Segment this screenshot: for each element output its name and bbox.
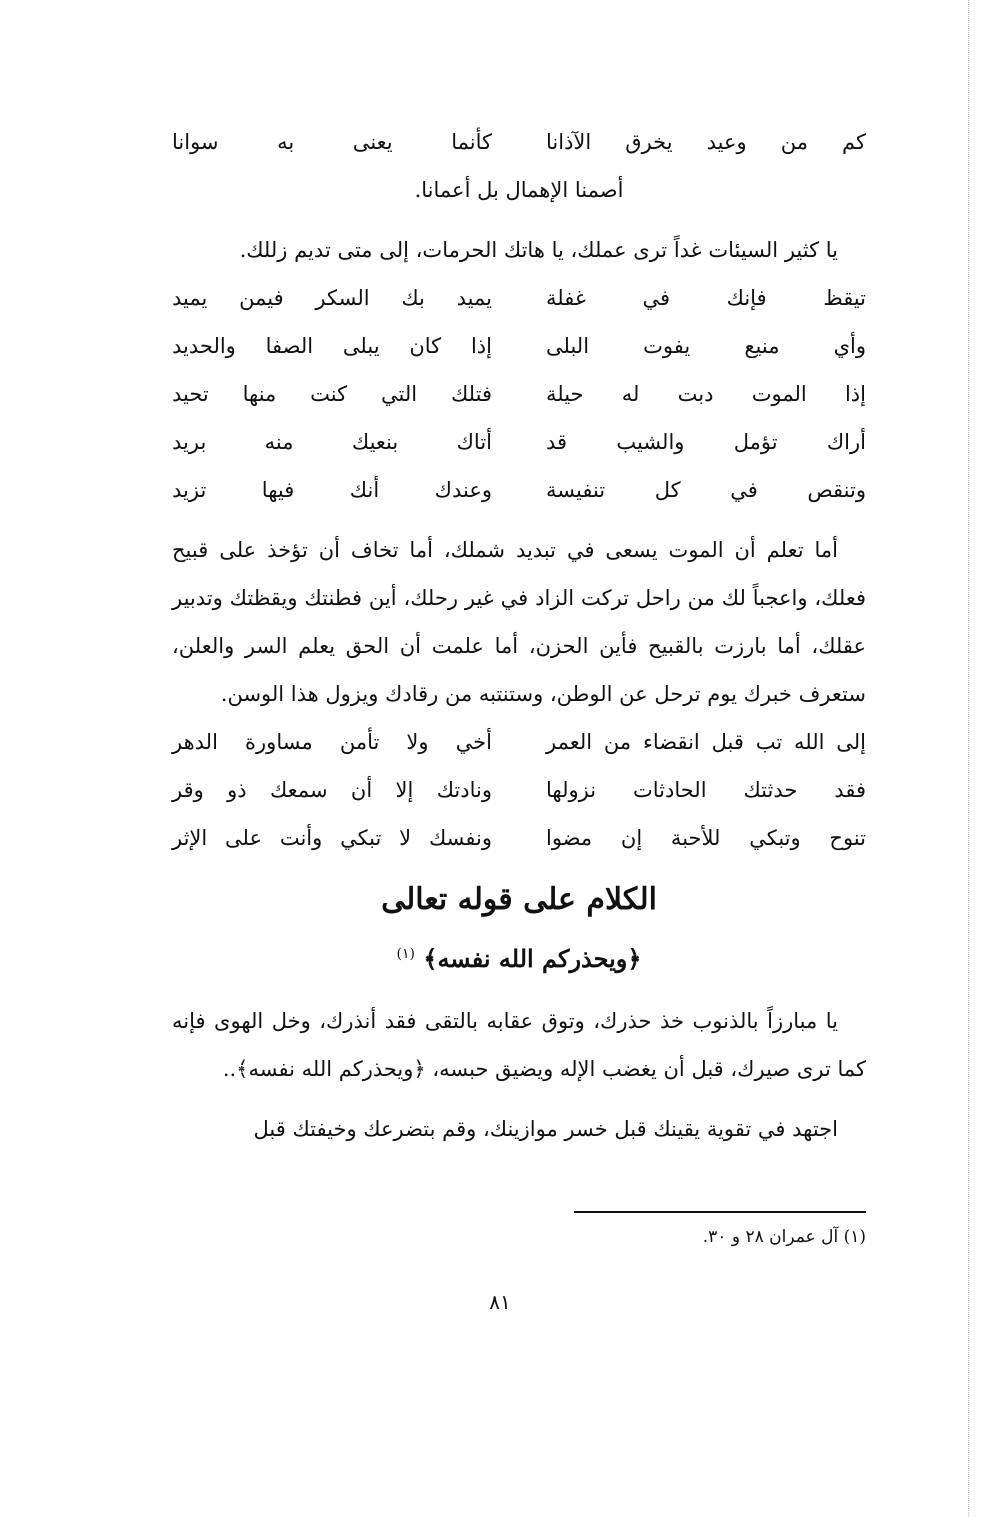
paragraph-2: أما تعلم أن الموت يسعى في تبديد شملك، أما تخاف أن تؤخذ على قبيح فعلك، واعجباً لك من راحل تركت الزاد في غير رحلك، أين فطنتك ويقظتك وتدبير عقلك، أما بارزت بالقبيح فأين الحزن، أما علمت أن الحق يعلم السر والعلن، ستعرف خبرك يوم ترحل عن الوطن، وستنتبه من رقادك ويزول هذا الوسن. xyxy=(172,538,866,706)
verse-second-hemistich: وعندك أنك فيها تزيد xyxy=(172,478,492,502)
quran-verse: ﴿ويحذركم الله نفسه﴾ xyxy=(423,944,642,973)
verse-first-hemistich: تنوح وتبكي للأحبة إن مضوا xyxy=(546,826,866,850)
verse-line xyxy=(172,370,866,418)
page-edge-dots xyxy=(968,0,969,1517)
poem-bottom xyxy=(172,718,866,862)
verse-second-hemistich: أتاك بنعيك منه بريد xyxy=(172,430,492,454)
footnote-rule xyxy=(574,1211,866,1213)
verse-line xyxy=(172,718,866,766)
paragraph-4: اجتهد في تقوية يقينك قبل خسر موازينك، وقم بتضرعك وخيفتك قبل xyxy=(253,1117,838,1141)
verse-second-hemistich: إذا كان يبلى الصفا والحديد xyxy=(172,334,492,358)
verse-first-hemistich: وأي منيع يفوت البلى xyxy=(546,334,866,358)
section-heading: الكلام على قوله تعالى xyxy=(381,882,657,917)
page-number: ٨١ xyxy=(489,1290,511,1314)
verse-line xyxy=(172,118,866,166)
verse-line xyxy=(172,766,866,814)
verse-second-hemistich: ونفسك لا تبكي وأنت على الإثر xyxy=(172,826,492,850)
page-content xyxy=(172,118,866,1153)
poem-middle xyxy=(172,274,866,514)
verse-first-hemistich: تيقظ فإنك في غفلة xyxy=(546,286,866,310)
verse-line xyxy=(172,418,866,466)
verse-second-hemistich: كأنما يعنى به سوانا xyxy=(172,130,492,154)
verse-second-hemistich: يميد بك السكر فيمن يميد xyxy=(172,286,492,310)
verse-first-hemistich: إلى الله تب قبل انقضاء من العمر xyxy=(546,730,866,754)
paragraph-1: يا كثير السيئات غداً ترى عملك، يا هاتك الحرمات، إلى متى تديم زللك. xyxy=(239,238,838,262)
verse-line xyxy=(172,274,866,322)
footnote: (١) آل عمران ٢٨ و ٣٠. xyxy=(702,1227,866,1247)
footnote-ref: (١) xyxy=(396,946,416,962)
verse-second-hemistich: أخي ولا تأمن مساورة الدهر xyxy=(172,730,492,754)
verse-first-hemistich: إذا الموت دبت له حيلة xyxy=(546,382,866,406)
verse-tail: أصمنا الإهمال بل أعمانا. xyxy=(414,178,624,202)
verse-line xyxy=(172,322,866,370)
verse-line xyxy=(172,814,866,862)
verse-first-hemistich: كم من وعيد يخرق الآذانا xyxy=(546,130,866,154)
paragraph-3: يا مبارزاً بالذنوب خذ حذرك، وتوق عقابه بالتقى فقد أنذرك، وخل الهوى فإنه كما ترى صيرك، قبل أن يغضب الإله ويضيق حبسه، ﴿ويحذركم الله نفسه﴾.. xyxy=(172,1009,866,1081)
verse-first-hemistich: وتنقص في كل تنفيسة xyxy=(546,478,866,502)
verse-second-hemistich: فتلك التي كنت منها تحيد xyxy=(172,382,492,406)
verse-first-hemistich: فقد حدثتك الحادثات نزولها xyxy=(546,778,866,802)
verse-second-hemistich: ونادتك إلا أن سمعك ذو وقر xyxy=(172,778,492,802)
section-subheading xyxy=(172,928,866,985)
verse-line xyxy=(172,466,866,514)
verse-first-hemistich: أراك تؤمل والشيب قد xyxy=(546,430,866,454)
